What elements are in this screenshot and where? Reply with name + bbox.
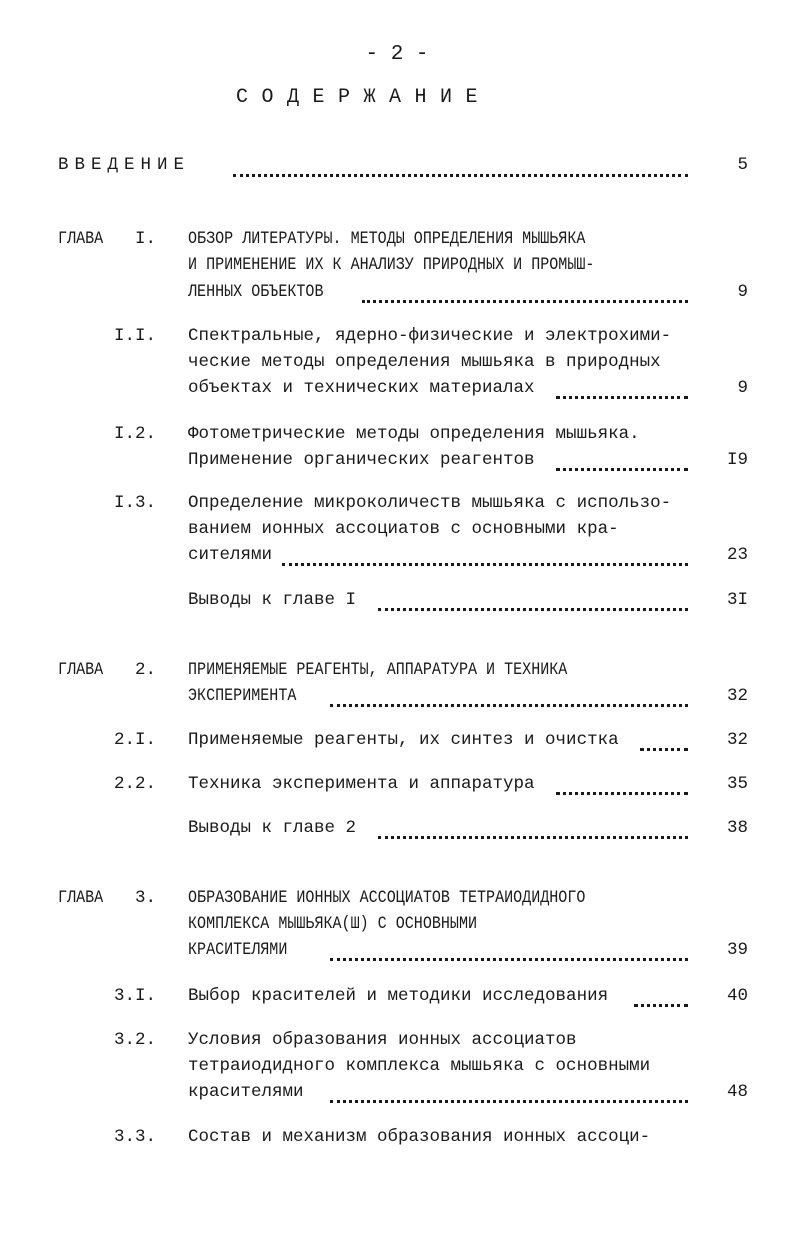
section-text-line: Выводы к главе I bbox=[188, 590, 357, 610]
chapter-title-line: ЭКСПЕРИМЕНТА bbox=[188, 686, 297, 706]
dot-leader bbox=[233, 174, 688, 177]
dot-leader bbox=[330, 704, 688, 707]
toc-title: СОДЕРЖАНИЕ bbox=[236, 86, 492, 109]
dot-leader bbox=[282, 563, 688, 566]
dot-leader bbox=[362, 300, 688, 303]
chapter-number: I. bbox=[134, 229, 156, 249]
chapter-title-line: КРАСИТЕЛЯМИ bbox=[188, 940, 288, 960]
dot-leader bbox=[556, 792, 688, 795]
section-text-line: красителями bbox=[188, 1082, 304, 1102]
page-ref: 3I bbox=[726, 590, 748, 610]
section-number: I.I. bbox=[113, 326, 156, 346]
page-ref: 5 bbox=[737, 155, 748, 175]
section-number: I.2. bbox=[113, 424, 156, 444]
chapter-label: ГЛАВА bbox=[58, 888, 104, 908]
page-ref: I9 bbox=[726, 450, 748, 470]
chapter-number: 3. bbox=[134, 888, 156, 908]
section-number: 2.2. bbox=[113, 774, 156, 794]
chapter-number: 2. bbox=[134, 660, 156, 680]
page-ref: 9 bbox=[737, 282, 748, 302]
page-ref: 48 bbox=[726, 1082, 748, 1102]
page-ref: 39 bbox=[726, 940, 748, 960]
section-number: 3.3. bbox=[113, 1127, 156, 1147]
page-ref: 38 bbox=[726, 818, 748, 838]
section-text-line: Применяемые реагенты, их синтез и очистка bbox=[188, 730, 619, 750]
section-text-line: объектах и технических материалах bbox=[188, 378, 535, 398]
section-text-line: тетраиодидного комплекса мышьяка с основными bbox=[188, 1056, 651, 1076]
section-text-line: Выбор красителей и методики исследования bbox=[188, 986, 609, 1006]
chapter-label: ГЛАВА bbox=[58, 229, 104, 249]
dot-leader bbox=[556, 396, 688, 399]
page-ref: 9 bbox=[737, 378, 748, 398]
page-ref: 32 bbox=[726, 730, 748, 750]
chapter-title-line: КОМПЛЕКСА МЫШЬЯКА(Ш) С ОСНОВНЫМИ bbox=[188, 914, 478, 934]
section-text-line: сителями bbox=[188, 545, 273, 565]
section-text-line: Условия образования ионных ассоциатов bbox=[188, 1030, 577, 1050]
chapter-title-line: ОБРАЗОВАНИЕ ИОННЫХ АССОЦИАТОВ ТЕТРАИОДИДНОГО bbox=[188, 888, 586, 908]
page-number: - 2 - bbox=[365, 43, 429, 66]
chapter-label: ГЛАВА bbox=[58, 660, 104, 680]
chapter-title-line: ЛЕННЫХ ОБЪЕКТОВ bbox=[188, 282, 324, 302]
dot-leader bbox=[378, 608, 688, 611]
toc-entry-introduction-label: ВВЕДЕНИЕ bbox=[58, 155, 191, 175]
page-ref: 40 bbox=[726, 986, 748, 1006]
chapter-title-line: ОБЗОР ЛИТЕРАТУРЫ. МЕТОДЫ ОПРЕДЕЛЕНИЯ МЫШЬЯКА bbox=[188, 229, 586, 249]
section-text-line: Состав и механизм образования ионных ассоци- bbox=[188, 1127, 651, 1147]
section-text-line: ческие методы определения мышьяка в природных bbox=[188, 352, 661, 372]
section-text-line: ванием ионных ассоциатов с основными кра- bbox=[188, 519, 619, 539]
section-text-line: Определение микроколичеств мышьяка с использо- bbox=[188, 493, 672, 513]
chapter-title-line: ПРИМЕНЯЕМЫЕ РЕАГЕНТЫ, АППАРАТУРА И ТЕХНИКА bbox=[188, 660, 568, 680]
page-ref: 32 bbox=[726, 686, 748, 706]
section-number: I.3. bbox=[113, 493, 156, 513]
chapter-title-line: И ПРИМЕНЕНИЕ ИХ К АНАЛИЗУ ПРИРОДНЫХ И ПРОМЫШ- bbox=[188, 255, 595, 275]
dot-leader bbox=[556, 468, 688, 471]
section-text-line: Техника эксперимента и аппаратура bbox=[188, 774, 535, 794]
dot-leader bbox=[640, 748, 688, 751]
section-number: 3.I. bbox=[113, 986, 156, 1006]
section-text-line: Применение органических реагентов bbox=[188, 450, 535, 470]
page-ref: 23 bbox=[726, 545, 748, 565]
section-text-line: Фотометрические методы определения мышьяка. bbox=[188, 424, 640, 444]
page-ref: 35 bbox=[726, 774, 748, 794]
section-number: 2.I. bbox=[113, 730, 156, 750]
dot-leader bbox=[378, 836, 688, 839]
section-text-line: Выводы к главе 2 bbox=[188, 818, 357, 838]
dot-leader bbox=[330, 1100, 688, 1103]
section-text-line: Спектральные, ядерно-физические и электрохими- bbox=[188, 326, 672, 346]
dot-leader bbox=[330, 958, 688, 961]
section-number: 3.2. bbox=[113, 1030, 156, 1050]
dot-leader bbox=[634, 1004, 688, 1007]
